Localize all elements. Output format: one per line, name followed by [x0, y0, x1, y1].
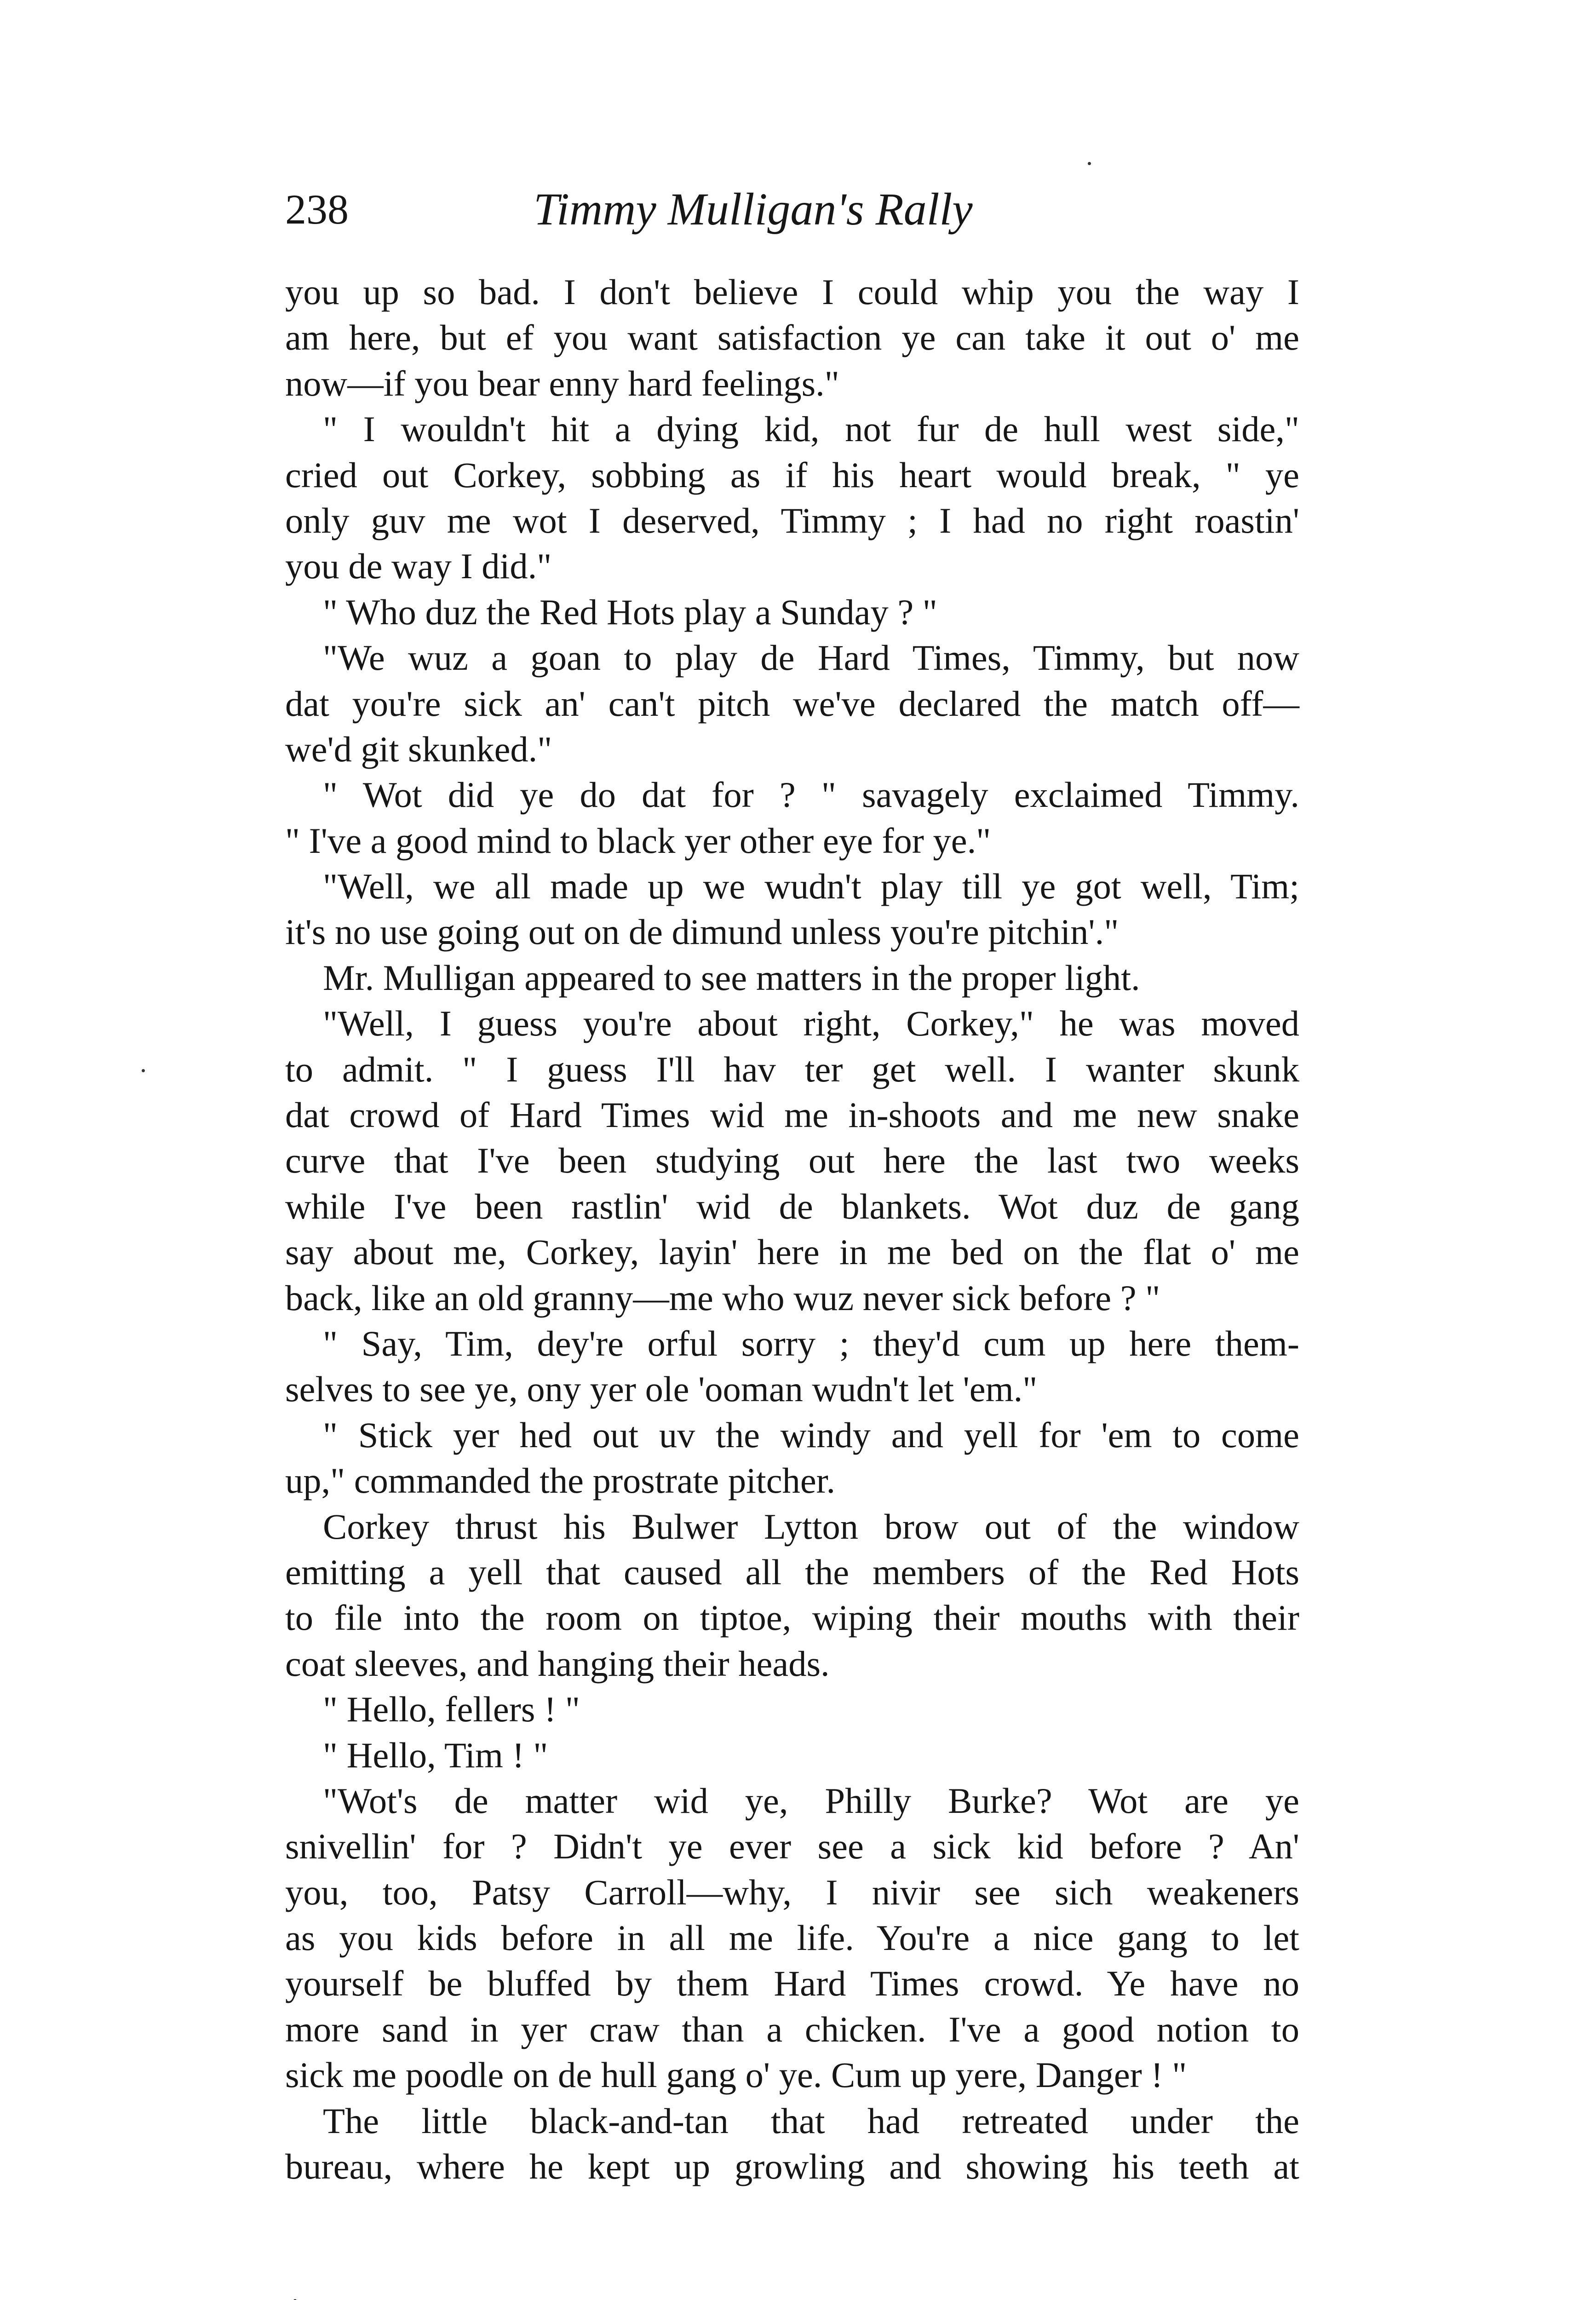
text-line: selves to see ye, ony yer ole 'ooman wudn't let 'em." — [285, 1369, 1038, 1409]
text-line: curve that I've been studying out here the last two weeks — [285, 1140, 1299, 1181]
text-line: " I've a good mind to black yer other eye for ye." — [285, 820, 991, 861]
text-line: dat you're sick an' can't pitch we've declared the match off— — [285, 683, 1299, 724]
text-line: " Wot did ye do dat for ? " savagely exclaimed Timmy. — [323, 775, 1299, 815]
text-line: " Say, Tim, dey're orful sorry ; they'd cum up here them- — [323, 1323, 1299, 1363]
text-line: sick me poodle on de hull gang o' ye. Cum up yere, Danger ! " — [285, 2055, 1187, 2095]
text-line: am here, but ef you want satisfaction ye can take it out o' me — [285, 317, 1299, 358]
text-line: it's no use going out on de dimund unless you're pitchin'." — [285, 912, 1119, 952]
text-line: coat sleeves, and hanging their heads. — [285, 1643, 830, 1684]
text-line: you, too, Patsy Carroll—why, I nivir see sich weakeners — [285, 1872, 1299, 1912]
body-text — [285, 269, 1299, 2189]
text-line: yourself be bluffed by them Hard Times crowd. Ye have no — [285, 1963, 1299, 2004]
text-line: only guv me wot I deserved, Timmy ; I had no right roastin' — [285, 500, 1299, 540]
text-line: now—if you bear enny hard feelings." — [285, 363, 839, 403]
text-line: to file into the room on tiptoe, wiping their mouths with their — [285, 1598, 1299, 1638]
text-line: Mr. Mulligan appeared to see matters in the proper light. — [323, 957, 1140, 998]
text-line: Corkey thrust his Bulwer Lytton brow out of the window — [323, 1506, 1299, 1547]
text-line: more sand in yer craw than a chicken. I've a good notion to — [285, 2009, 1299, 2049]
running-title: Timmy Mulligan's Rally — [534, 184, 973, 235]
text-line: "Well, I guess you're about right, Corkey," he was moved — [323, 1003, 1299, 1044]
text-line: emitting a yell that caused all the members of the Red Hots — [285, 1552, 1299, 1592]
text-line: we'd git skunked." — [285, 729, 552, 769]
text-line: you up so bad. I don't believe I could whip you the way I — [285, 272, 1299, 312]
text-line: The little black-and-tan that had retreated under the — [323, 2100, 1299, 2141]
ink-speck — [142, 1069, 145, 1072]
text-line: cried out Corkey, sobbing as if his heart would break, " ye — [285, 454, 1299, 495]
ink-speck — [1088, 162, 1091, 165]
text-line: say about me, Corkey, layin' here in me bed on the flat o' me — [285, 1232, 1299, 1272]
text-line: while I've been rastlin' wid de blankets. Wot duz de gang — [285, 1186, 1299, 1226]
page-number: 238 — [285, 186, 349, 233]
text-line: " Stick yer hed out uv the windy and yell for 'em to come — [323, 1414, 1299, 1455]
text-line: "Well, we all made up we wudn't play till ye got well, Tim; — [323, 866, 1299, 907]
text-line: " Hello, Tim ! " — [323, 1735, 548, 1775]
text-line: as you kids before in all me life. You're a nice gang to let — [285, 1918, 1299, 1958]
text-line: dat crowd of Hard Times wid me in-shoots and me new snake — [285, 1095, 1299, 1135]
text-line: " Hello, fellers ! " — [323, 1689, 580, 1730]
text-line: up," commanded the prostrate pitcher. — [285, 1460, 836, 1501]
text-line: "We wuz a goan to play de Hard Times, Timmy, but now — [323, 638, 1299, 678]
text-line: snivellin' for ? Didn't ye ever see a sick kid before ? An' — [285, 1826, 1299, 1867]
text-line: to admit. " I guess I'll hav ter get well. I wanter skunk — [285, 1049, 1299, 1089]
text-line: "Wot's de matter wid ye, Philly Burke? Wot are ye — [323, 1780, 1299, 1821]
text-line: you de way I did." — [285, 546, 552, 586]
text-line: back, like an old granny—me who wuz never sick before ? " — [285, 1277, 1160, 1318]
text-line: " I wouldn't hit a dying kid, not fur de hull west side," — [323, 409, 1299, 449]
page-header — [285, 177, 1320, 242]
text-line: bureau, where he kept up growling and showing his teeth at — [285, 2146, 1299, 2187]
text-line: " Who duz the Red Hots play a Sunday ? " — [323, 592, 937, 632]
